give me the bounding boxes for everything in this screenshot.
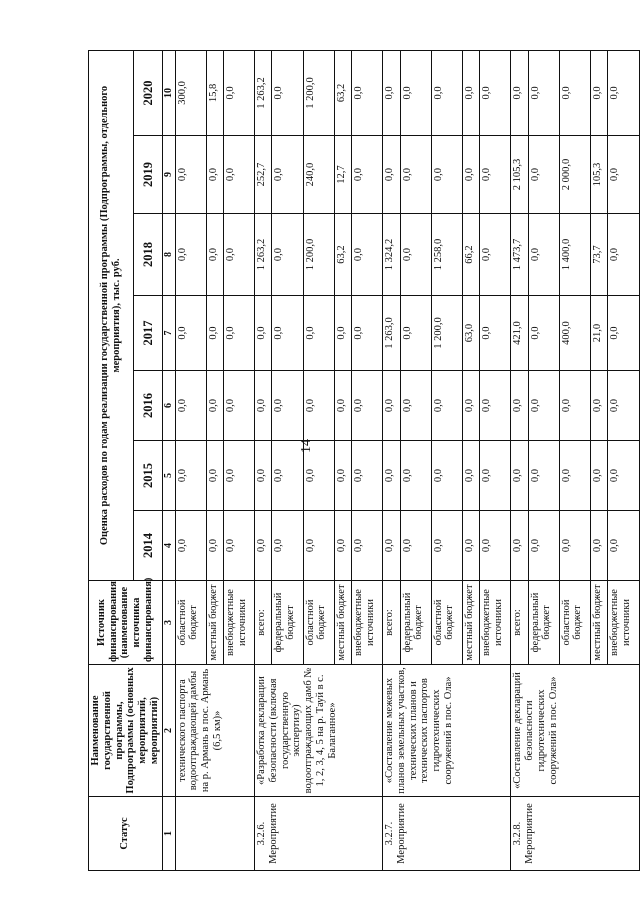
amount-cell: 240,0 xyxy=(303,136,334,214)
amount-cell: 2 105,3 xyxy=(511,136,528,214)
amount-cell: 0,0 xyxy=(528,136,559,214)
amount-cell: 1 324,2 xyxy=(383,214,400,296)
table-row xyxy=(511,50,528,870)
amount-cell: 0,0 xyxy=(480,214,511,296)
amount-cell: 0,0 xyxy=(608,50,639,135)
amount-cell: 0,0 xyxy=(590,371,607,441)
amount-cell: 1 263,0 xyxy=(383,296,400,371)
amount-cell: 1 263,2 xyxy=(255,214,272,296)
amount-cell: 1 200,0 xyxy=(303,214,334,296)
funding-source: федеральный бюджет xyxy=(528,581,559,665)
header-year-2017: 2017 xyxy=(133,296,162,371)
amount-cell: 0,0 xyxy=(480,136,511,214)
amount-cell: 0,0 xyxy=(480,371,511,441)
amount-cell: 0,0 xyxy=(334,441,351,511)
amount-cell: 0,0 xyxy=(334,371,351,441)
amount-cell: 0,0 xyxy=(480,50,511,135)
funding-source: местный бюджет xyxy=(590,581,607,665)
amount-cell: 0,0 xyxy=(206,296,223,371)
amount-cell: 0,0 xyxy=(528,214,559,296)
table-row xyxy=(383,50,400,870)
amount-cell: 0,0 xyxy=(462,50,479,135)
measure-name: «Составление деклараций безопасности гидротехнических сооружений в пос. Ола» xyxy=(511,665,639,797)
amount-cell: 0,0 xyxy=(511,50,528,135)
amount-cell: 0,0 xyxy=(462,371,479,441)
funding-source: внебюджетные источники xyxy=(480,581,511,665)
status-code: 3.2.7. xyxy=(384,821,396,846)
amount-cell: 0,0 xyxy=(608,136,639,214)
amount-cell: 0,0 xyxy=(528,511,559,581)
amount-cell: 0,0 xyxy=(431,371,462,441)
budget-table xyxy=(88,50,640,871)
amount-cell: 0,0 xyxy=(511,511,528,581)
amount-cell: 73,7 xyxy=(590,214,607,296)
status-cell xyxy=(511,797,639,871)
measure-name: «Разработка декларации безопасности (включая государственную экспертизу) водоотграждающих дамб № 1, 2, 3, 4, 5 на р. Тауй в с. Балаганное» xyxy=(255,665,383,797)
funding-source: всего: xyxy=(383,581,400,665)
amount-cell: 252,7 xyxy=(255,136,272,214)
amount-cell: 0,0 xyxy=(431,441,462,511)
amount-cell: 66,2 xyxy=(462,214,479,296)
amount-cell: 0,0 xyxy=(223,50,254,135)
amount-cell: 1 473,7 xyxy=(511,214,528,296)
amount-cell: 0,0 xyxy=(255,511,272,581)
funding-source: местный бюджет xyxy=(462,581,479,665)
header-year-2020: 2020 xyxy=(133,50,162,135)
funding-source: всего: xyxy=(511,581,528,665)
status-cell xyxy=(383,797,511,871)
amount-cell: 0,0 xyxy=(400,136,431,214)
amount-cell: 63,2 xyxy=(334,214,351,296)
amount-cell: 0,0 xyxy=(590,441,607,511)
amount-cell: 0,0 xyxy=(352,511,383,581)
amount-cell: 12,7 xyxy=(334,136,351,214)
amount-cell: 0,0 xyxy=(462,511,479,581)
funding-source: федеральный бюджет xyxy=(400,581,431,665)
amount-cell: 0,0 xyxy=(400,441,431,511)
amount-cell: 0,0 xyxy=(528,441,559,511)
column-number: 9 xyxy=(162,136,175,214)
amount-cell: 0,0 xyxy=(608,511,639,581)
amount-cell: 2 000,0 xyxy=(559,136,590,214)
amount-cell: 0,0 xyxy=(608,441,639,511)
amount-cell: 0,0 xyxy=(400,511,431,581)
amount-cell: 421,0 xyxy=(511,296,528,371)
funding-source: областной бюджет xyxy=(431,581,462,665)
amount-cell: 0,0 xyxy=(383,441,400,511)
column-number-row xyxy=(162,50,175,870)
amount-cell: 0,0 xyxy=(400,296,431,371)
amount-cell: 0,0 xyxy=(608,296,639,371)
measure-name: технического паспорта водоотграждающей дамбы на р. Армань в пос. Армань (6,5 км)» xyxy=(175,665,255,797)
amount-cell: 0,0 xyxy=(480,511,511,581)
amount-cell: 0,0 xyxy=(431,511,462,581)
amount-cell: 0,0 xyxy=(462,136,479,214)
amount-cell: 0,0 xyxy=(383,371,400,441)
column-number: 3 xyxy=(162,581,175,665)
header-year-2018: 2018 xyxy=(133,214,162,296)
column-number: 6 xyxy=(162,371,175,441)
amount-cell: 63,2 xyxy=(334,50,351,135)
funding-source: всего: xyxy=(255,581,272,665)
amount-cell: 0,0 xyxy=(272,441,303,511)
amount-cell: 0,0 xyxy=(272,214,303,296)
funding-source: внебюджетные источники xyxy=(352,581,383,665)
table-body xyxy=(162,50,639,870)
amount-cell: 0,0 xyxy=(590,50,607,135)
funding-source: местный бюджет xyxy=(334,581,351,665)
status-code: 3.2.8. xyxy=(512,821,524,846)
amount-cell: 1 400,0 xyxy=(559,214,590,296)
header-year-2014: 2014 xyxy=(133,511,162,581)
amount-cell: 63,0 xyxy=(462,296,479,371)
amount-cell: 0,0 xyxy=(559,50,590,135)
amount-cell: 0,0 xyxy=(175,441,206,511)
status-code: 3.2.6. xyxy=(256,821,268,846)
amount-cell: 0,0 xyxy=(206,511,223,581)
amount-cell: 1 263,2 xyxy=(255,50,272,135)
header-name: Наименование государственной программы, Подпрограммы (основных мероприятий, мероприятий) xyxy=(89,665,163,797)
status-label: Мероприятие xyxy=(395,803,407,864)
header-year-2015: 2015 xyxy=(133,441,162,511)
amount-cell: 0,0 xyxy=(303,511,334,581)
amount-cell: 0,0 xyxy=(272,371,303,441)
amount-cell: 0,0 xyxy=(352,214,383,296)
status-cell xyxy=(255,797,383,871)
amount-cell: 1 258,0 xyxy=(431,214,462,296)
amount-cell: 0,0 xyxy=(223,296,254,371)
amount-cell: 0,0 xyxy=(223,511,254,581)
table-row xyxy=(175,50,206,870)
funding-source: внебюджетные источники xyxy=(223,581,254,665)
amount-cell: 0,0 xyxy=(272,511,303,581)
amount-cell: 0,0 xyxy=(223,136,254,214)
amount-cell: 0,0 xyxy=(303,441,334,511)
header-source: Источник финансирования (наименование источника финансирования) xyxy=(89,581,163,665)
amount-cell: 0,0 xyxy=(352,296,383,371)
funding-source: внебюджетные источники xyxy=(608,581,639,665)
amount-cell: 0,0 xyxy=(303,296,334,371)
amount-cell: 0,0 xyxy=(480,296,511,371)
column-number: 8 xyxy=(162,214,175,296)
amount-cell: 0,0 xyxy=(400,214,431,296)
amount-cell: 0,0 xyxy=(383,136,400,214)
amount-cell: 0,0 xyxy=(334,511,351,581)
amount-cell: 0,0 xyxy=(352,136,383,214)
amount-cell: 0,0 xyxy=(608,371,639,441)
amount-cell: 0,0 xyxy=(431,136,462,214)
amount-cell: 0,0 xyxy=(590,511,607,581)
funding-source: федеральный бюджет xyxy=(272,581,303,665)
funding-source: областной бюджет xyxy=(175,581,206,665)
column-number: 10 xyxy=(162,50,175,135)
amount-cell: 0,0 xyxy=(400,371,431,441)
amount-cell: 0,0 xyxy=(608,214,639,296)
amount-cell: 0,0 xyxy=(206,136,223,214)
amount-cell: 0,0 xyxy=(255,296,272,371)
table-row xyxy=(255,50,272,870)
amount-cell: 0,0 xyxy=(352,441,383,511)
amount-cell: 0,0 xyxy=(175,511,206,581)
amount-cell: 0,0 xyxy=(559,441,590,511)
amount-cell: 0,0 xyxy=(223,371,254,441)
amount-cell: 15,8 xyxy=(206,50,223,135)
amount-cell: 0,0 xyxy=(528,296,559,371)
header-year-2016: 2016 xyxy=(133,371,162,441)
amount-cell: 105,3 xyxy=(590,136,607,214)
amount-cell: 400,0 xyxy=(559,296,590,371)
amount-cell: 0,0 xyxy=(255,371,272,441)
amount-cell: 0,0 xyxy=(272,296,303,371)
amount-cell: 0,0 xyxy=(223,441,254,511)
amount-cell: 0,0 xyxy=(352,371,383,441)
amount-cell: 0,0 xyxy=(383,50,400,135)
status-label: Мероприятие xyxy=(524,803,536,864)
amount-cell: 0,0 xyxy=(462,441,479,511)
amount-cell: 0,0 xyxy=(528,371,559,441)
amount-cell: 300,0 xyxy=(175,50,206,135)
amount-cell: 0,0 xyxy=(223,214,254,296)
funding-source: областной бюджет xyxy=(303,581,334,665)
header-year-2019: 2019 xyxy=(133,136,162,214)
amount-cell: 0,0 xyxy=(334,296,351,371)
column-number: 4 xyxy=(162,511,175,581)
amount-cell: 1 200,0 xyxy=(303,50,334,135)
header-estimate: Оценка расходов по годам реализации государственной программы (Подпрограммы, отдельного мероприятия), тыс. руб. xyxy=(89,50,134,580)
amount-cell: 1 200,0 xyxy=(431,296,462,371)
amount-cell: 0,0 xyxy=(206,214,223,296)
column-number: 1 xyxy=(162,797,175,871)
amount-cell: 0,0 xyxy=(511,441,528,511)
amount-cell: 0,0 xyxy=(480,441,511,511)
amount-cell: 0,0 xyxy=(400,50,431,135)
amount-cell: 0,0 xyxy=(559,371,590,441)
amount-cell: 0,0 xyxy=(383,511,400,581)
amount-cell: 0,0 xyxy=(431,50,462,135)
amount-cell: 0,0 xyxy=(272,136,303,214)
amount-cell: 0,0 xyxy=(303,371,334,441)
measure-name: «Составление межевых планов земельных участков, технических планов и технических паспортов гидротехнических сооружений в пос. Ола» xyxy=(383,665,511,797)
funding-source: областной бюджет xyxy=(559,581,590,665)
amount-cell: 0,0 xyxy=(511,371,528,441)
amount-cell: 0,0 xyxy=(175,214,206,296)
status-cell xyxy=(175,797,255,871)
amount-cell: 0,0 xyxy=(175,371,206,441)
amount-cell: 0,0 xyxy=(352,50,383,135)
amount-cell: 21,0 xyxy=(590,296,607,371)
amount-cell: 0,0 xyxy=(206,441,223,511)
amount-cell: 0,0 xyxy=(528,50,559,135)
amount-cell: 0,0 xyxy=(272,50,303,135)
amount-cell: 0,0 xyxy=(559,511,590,581)
rotated-table-container xyxy=(88,51,638,871)
amount-cell: 0,0 xyxy=(175,136,206,214)
funding-source: местный бюджет xyxy=(206,581,223,665)
column-number: 5 xyxy=(162,441,175,511)
amount-cell: 0,0 xyxy=(206,371,223,441)
status-label: Мероприятие xyxy=(267,803,279,864)
amount-cell: 0,0 xyxy=(175,296,206,371)
column-number: 2 xyxy=(162,665,175,797)
page-number: 14 xyxy=(299,439,314,453)
header-status: Статус xyxy=(89,797,163,871)
column-number: 7 xyxy=(162,296,175,371)
amount-cell: 0,0 xyxy=(255,441,272,511)
